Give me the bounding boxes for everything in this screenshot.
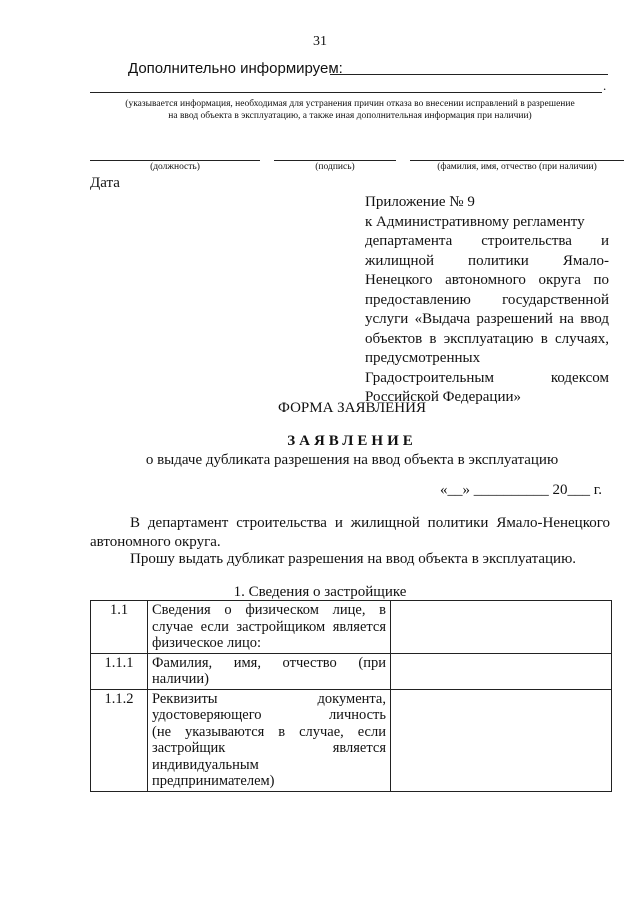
table-row <box>91 601 612 654</box>
appendix-line: Градостроительным кодексом <box>365 369 609 386</box>
row-text-line: удостоверяющего личность <box>152 707 386 723</box>
appendix-line: услуги «Выдача разрешений на ввод <box>365 311 609 327</box>
appendix-line: Ненецкого автономного округа по <box>365 272 609 288</box>
row-number: 1.1 <box>91 601 148 654</box>
row-text-line: Фамилия, имя, отчество (при <box>152 654 386 671</box>
appendix-block <box>365 193 609 408</box>
appendix-line: объектов в эксплуатацию в случаях, <box>365 330 609 347</box>
row-description <box>148 601 391 654</box>
application-date-template: «__» __________ 20___ г. <box>440 482 602 498</box>
application-subheading: о выдаче дубликата разрешения на ввод объекта в эксплуатацию <box>145 452 559 468</box>
row-text-line: наличии) <box>152 671 209 687</box>
appendix-line: предоставлению государственной <box>365 291 609 308</box>
row-number: 1.1.2 <box>91 689 148 791</box>
page-number: 31 <box>313 34 327 49</box>
appendix-line: предусмотренных <box>365 350 481 366</box>
signature-caption: (подпись) <box>315 162 355 172</box>
appendix-line: департамента строительства и <box>365 233 609 249</box>
row-text-line: предпринимателем) <box>152 773 275 789</box>
section-1-title: 1. Сведения о застройщике <box>233 584 407 600</box>
addressee-line-1: В департамент строительства и жилищной политики Ямало-Ненецкого <box>130 515 610 531</box>
date-label: Дата <box>90 175 120 191</box>
appendix-line: Российской Федерации» <box>365 389 522 405</box>
table-row <box>91 689 612 791</box>
caption-line-2: на ввод объекта в эксплуатацию, а также иная дополнительная информация при наличии) <box>168 111 532 121</box>
additional-info-line-2 <box>90 92 602 93</box>
table-row <box>91 653 612 689</box>
position-line <box>90 160 260 161</box>
row-description <box>148 653 391 689</box>
row-text-line: застройщик является <box>152 740 386 756</box>
additional-info-line-1 <box>330 74 608 75</box>
caption-line-1: (указывается информация, необходимая для устранения причин отказа во внесении исправлений в разрешение <box>125 99 575 109</box>
info-dot: . <box>603 78 607 93</box>
additional-info-caption <box>90 98 610 122</box>
addressee-paragraph <box>90 514 610 551</box>
application-heading: ЗАЯВЛЕНИЕ <box>287 433 417 449</box>
additional-info-label: Дополнительно информируем: <box>128 60 343 77</box>
row-value-cell[interactable] <box>391 689 612 791</box>
appendix-line: жилищной политики Ямало- <box>365 252 609 269</box>
position-caption: (должность) <box>150 162 200 172</box>
name-caption: (фамилия, имя, отчество (при наличии) <box>437 162 597 172</box>
row-text-line: случае если застройщиком является <box>152 618 386 635</box>
addressee-line-2: автономного округа. <box>90 533 221 550</box>
form-title: ФОРМА ЗАЯВЛЕНИЯ <box>278 400 426 416</box>
request-paragraph: Прошу выдать дубликат разрешения на ввод объекта в эксплуатацию. <box>130 551 577 567</box>
row-text-line: Сведения о физическом лице, в <box>152 602 386 618</box>
row-text-line: физическое лицо: <box>152 635 261 651</box>
row-text-line: Реквизиты документа, <box>152 690 386 707</box>
developer-info-table <box>90 600 612 792</box>
appendix-line: Приложение № 9 <box>365 194 475 210</box>
appendix-line: к Административному регламенту <box>365 213 585 230</box>
signature-line <box>274 160 396 161</box>
row-number: 1.1.1 <box>91 653 148 689</box>
name-line <box>410 160 624 161</box>
row-value-cell[interactable] <box>391 653 612 689</box>
row-value-cell[interactable] <box>391 601 612 654</box>
row-description <box>148 689 391 791</box>
row-text-line: индивидуальным <box>152 756 259 773</box>
row-text-line: (не указываются в случае, если <box>152 723 386 740</box>
